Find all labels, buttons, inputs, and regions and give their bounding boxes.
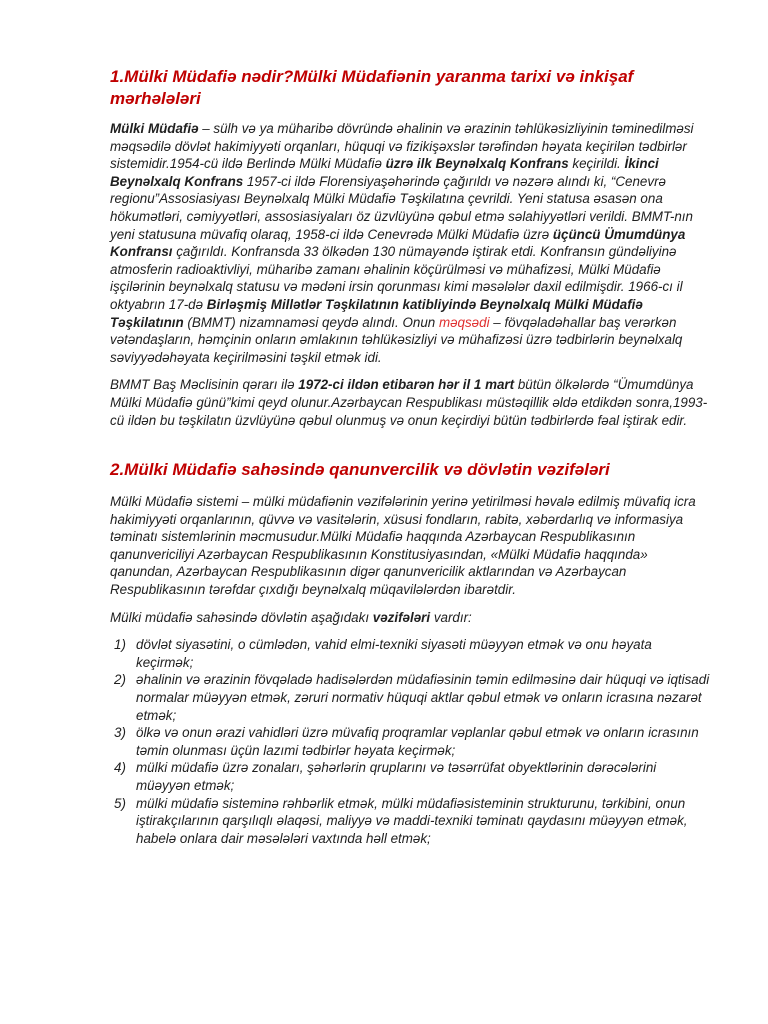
duties-list <box>110 636 712 847</box>
list-item: 1) dövlət siyasətini, o cümlədən, vahid elmi-texniki siyasəti müəyyən etmək və onu həyata keçirmək; <box>114 637 652 670</box>
section-1-paragraph-2: BMMT Baş Məclisinin qərarı ilə 1972-ci ildən etibarən hər il 1 mart bütün ölkələrdə “Ümumdünya Mülki Müdafiə günü”kimi qeyd olunur.Azərbaycan Respublikası müstəqillik əldə etdikdən sonra,1993-cü ildən bu təşkilatın üzvlüyünə qəbul olunmuş və onun keçirdiyi bütün tədbirlərdə fəal iştirak edir. <box>110 377 708 428</box>
second-conference: İkinci Beynəlxalq Konfrans <box>110 156 659 189</box>
section-2-paragraph-1: Mülki Müdafiə sistemi – mülki müdafiənin vəzifələrinin yerinə yetirilməsi həvalə edilmiş müvafiq icra hakimiyyəti orqanlarının, qüvvə və vasitələrin, xüsusi fondların, rabitə, xəbərdarlıq və informasiya təminatı sistemlərinin məcmusudur.Mülki Müdafiə haqqında Azərbaycan Respublikasının qanunvericiliyi Azərbaycan Respublikasının Konstitusiyasından, «Mülki Müdafiə haqqında» qanundan, Azərbaycan Respublikasının digər qanunvericilik aktlarından və Azərbaycan Respublikasının tərəfdar çıxdığı beynəlxalq müqavilələrdən ibarətdir. <box>110 494 696 598</box>
term-mulki-mudafie: Mülki Müdafiə <box>110 121 199 136</box>
un-secretariat: Birləşmiş Millətlər Təşkilatının katibliyində Beynəlxalq Mülki Müdafiə Təşkilatının <box>110 296 643 330</box>
world-day-date: 1972-ci ildən etibarən hər il 1 mart <box>298 377 515 393</box>
section-2-paragraph-2: Mülki müdafiə sahəsində dövlətin aşağıdakı vəzifələri vardır: <box>110 609 472 625</box>
section-1-heading: 1.Mülki Müdafiə nədir?Mülki Müdafiənin yaranma tarixi və inkişaf mərhələləri <box>110 67 634 108</box>
purpose-term: məqsədi <box>438 314 490 330</box>
first-conference: üzrə ilk Beynəlxalq Konfrans <box>385 156 569 172</box>
third-conference: üçüncü Ümumdünya Konfransı <box>110 226 686 260</box>
list-item: 2) əhalinin və ərazinin fövqəladə hadisələrdən müdafiəsinin təmin edilməsinə dair hüquqi və iqtisadi normalar müəyyən etmək, zəruri normativ hüquqi aktlar qəbul etmək və onların icrasına nəzarət etmək; <box>114 672 710 723</box>
list-item: 5) mülki müdafiə sisteminə rəhbərlik etmək, mülki müdafiəsisteminin strukturunu, tərkibini, onun iştirakçılarının qarşılıqlı əlaqəsi, maliyyə və maddi-texniki təminatı qaydasını müəyyən etmək, habelə onlara dair məsələləri vaxtında həll etmək; <box>114 795 688 846</box>
section-1-paragraph-1: Mülki Müdafiə – sülh və ya müharibə dövründə əhalinin və ərazinin təhlükəsizliyinin təminedilməsi məqsədilə dövlət hakimiyyəti orqanları, hüquqi və fizikişəxslər tərəfindən həyata keçirilən tədbirlər sistemidir.1954-cü ildə Berlində Mülki Müdafiə üzrə ilk Beynəlxalq Konfrans keçirildi. İkinci Beynəlxalq Konfrans 1957-ci ildə Florensiyaşəhərində çağırıldı və nəzərə alındı ki, “Cenevrə regionu”Assosiasiyası Beynəlxalq Mülki Müdafiə Təşkilatına çevrildi. Yeni statusa əsasən ona hökumətləri, cəmiyyətləri, assosiasiyaları öz üzvlüyünə qəbul etmə səlahiyyətləri verildi. BMMT-nın yeni statusuna müvafiq olaraq, 1958-ci ildə Cenevrədə Mülki Müdafiə üzrə üçüncü Ümumdünya Konfransı çağırıldı. Konfransda 33 ölkədən 130 nümayəndə iştirak etdi. Konfransın gündəliyinə atmosferin radioaktivliyi, müharibə zamanı əhalinin köçürülməsi və mühafizəsi, Mülki Müdafiə işçilərinin beynəlxalq statusu və mədəni irsin qorunması kimi məsələlər daxil edilmişdir. 1966-cı il oktyabrın 17-də Birləşmiş Millətlər Təşkilatının katibliyində Beynəlxalq Mülki Müdafiə Təşkilatının (BMMT) nizamnaməsi qeydə alındı. Onun məqsədi – fövqəladəhallar baş verərkən vətəndaşların, həmçinin onların əmlakının təhlükəsizliyi və mühafizəsi üzrə tədbirlərin beynəlxalq səviyyədəhəyata keçirilməsini təşkil etmək idi. <box>110 121 694 365</box>
list-item: 3) ölkə və onun ərazi vahidləri üzrə müvafiq proqramlar vəplanlar qəbul etmək və onların icrasının təmin olunması üçün lazımi tədbirlər həyata keçirmək; <box>114 725 699 758</box>
duties-term: vəzifələri <box>372 609 431 625</box>
section-2-heading: 2.Mülki Müdafiə sahəsində qanunvercilik və dövlətin vəzifələri <box>110 460 610 480</box>
list-item: 4) mülki müdafiə üzrə zonaları, şəhərlərin qruplarını və təsərrüfat obyektlərinin dərəcələrini müəyyən etmək; <box>114 760 657 793</box>
